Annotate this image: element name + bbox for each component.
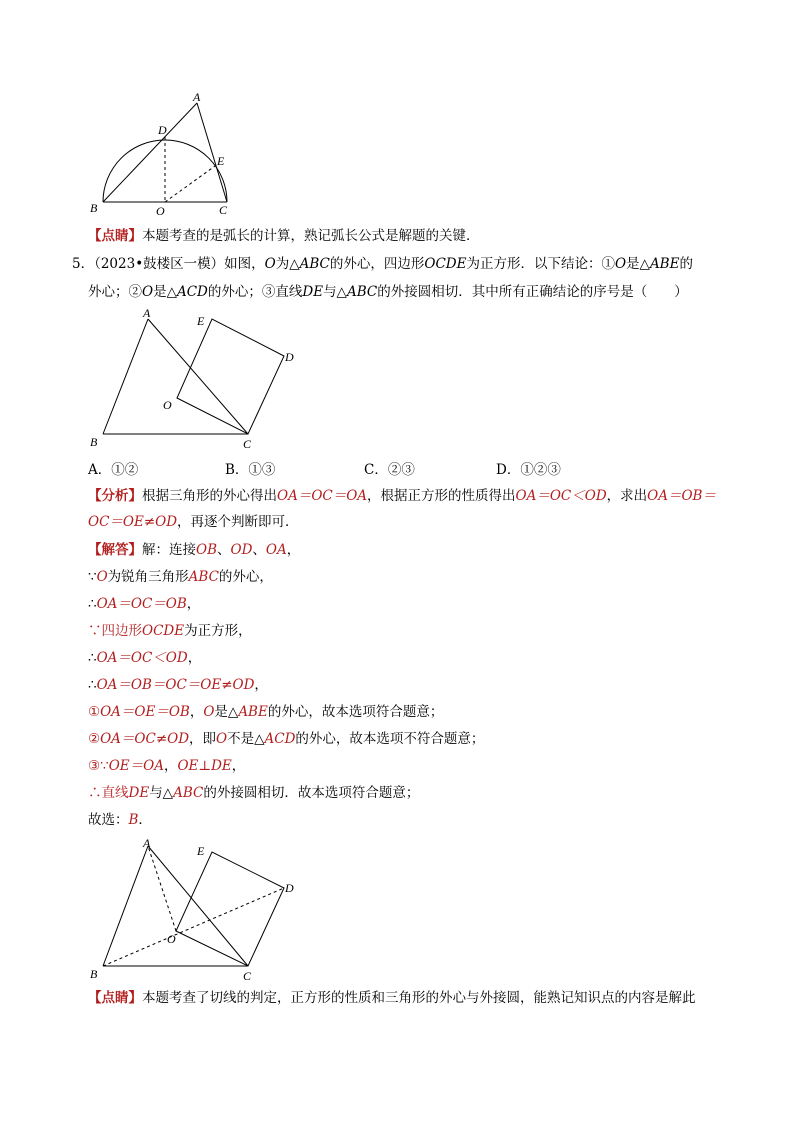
segment-ba [103,846,148,966]
segment-ba [103,103,197,202]
stem-var: O [264,256,276,272]
analysis-text: ，再逐个判断即可． [177,514,299,530]
solution-text: ∵ [88,569,97,585]
solution-line-4 [88,621,252,641]
solution-math: OA＝OC＜OD [96,650,188,666]
stem-text: 为△ [275,256,300,272]
solution-text: ② [88,731,101,747]
option-text: ①②③ [520,462,561,478]
solution-text: 、 [252,542,266,558]
solution-text: 为锐角三角形 [107,569,189,585]
dianjing-2 [88,988,696,1008]
solution-text: ， [186,596,201,612]
solution-math: ABC [173,785,204,801]
segment-bd [103,888,284,966]
label-o: O [163,398,172,412]
label-d: D [158,123,167,137]
label-b: B [90,201,98,215]
solution-math: OA [265,542,287,558]
figure-semicircle [80,90,250,220]
solution-text: ∴ [88,596,97,612]
option-text: ①③ [248,462,276,478]
stem-text: 如图， [224,256,265,272]
segment-oa [148,846,176,931]
analysis-math: OA＝OB＝ [647,488,716,504]
analysis-math: OA＝OC＝OA [277,488,368,504]
question-5-line-2 [88,282,688,302]
square-ocde [177,319,284,434]
solution-math: O [203,704,215,720]
option-key: B． [225,462,249,478]
solution-text: 是△ [214,704,239,720]
solution-math: ABE [238,704,268,720]
option-b[interactable] [225,458,275,478]
solution-math: OA＝OE＝OB [100,704,190,720]
option-text: ①② [111,462,139,478]
solution-text: 不是△ [227,731,265,747]
solution-math: OA＝OB＝OC＝OE≠OD [96,677,255,693]
dianjing-1 [88,226,480,246]
solution-text: ∴ [88,677,97,693]
stem-text: 的外心；③直线 [207,284,303,300]
label-c: C [219,203,228,217]
stem-text: 的外接圆相切．其中所有正确结论的序号是（ ） [377,284,688,300]
solution-text: ， [254,677,268,693]
label-b: B [90,435,98,449]
solution-math: ACD [264,731,296,747]
solution-text: 为正方形， [184,623,252,639]
solution-text: 的外心，故本选项符合题意； [267,704,444,720]
solution-math: B [128,812,139,828]
label-c: C [243,969,252,983]
label-e: E [197,314,205,328]
label-c: C [243,437,252,451]
solution-text: ， [187,650,202,666]
label-o: O [167,932,176,946]
solution-text: ③∵ [88,758,109,774]
solution-text: 与△ [149,785,174,801]
solution-math: OE＝OA [108,758,164,774]
question-5-line-1 [72,254,693,274]
solution-text: ∴ [88,650,97,666]
stem-var: ABE [649,256,680,272]
label-a: A [143,836,151,850]
solution-text: ∴直线 [88,785,129,801]
solution-line-8 [88,729,484,749]
solution-math: DE [128,785,150,801]
solution-math: OCDE [142,623,185,639]
solution-line-7 [88,702,443,722]
solution-line-6 [88,675,268,695]
solution-line-9 [88,756,245,776]
stem-text: 的外心，四边形 [329,256,425,272]
solution-line-3 [88,594,200,614]
stem-text: 外心；② [88,284,142,300]
solution-math: ABC [188,569,219,585]
stem-var: ABC [346,284,378,300]
solution-line-10 [88,783,419,803]
solution-line-2 [88,567,273,587]
stem-var: ABC [299,256,330,272]
stem-text: 与△ [323,284,347,300]
label-d: D [285,881,294,895]
option-c[interactable] [364,458,415,478]
solution-text: 的外接圆相切．故本选项符合题意； [203,785,420,801]
analysis-text: ，根据正方形的性质得出 [367,488,516,504]
solution-text: 、 [217,542,231,558]
analysis-line-1 [88,486,716,506]
segment-ac [197,103,227,202]
solution-text: ， [231,758,246,774]
stem-var: O [142,284,154,300]
solution-text: ，即 [189,731,217,747]
solution-math: OA＝OC≠OD [100,731,190,747]
label-d: D [285,350,294,364]
solution-text: ． [138,812,152,828]
solution-math: OD [230,542,253,558]
option-a[interactable] [88,458,138,478]
figure-solution [85,835,310,985]
label-b: B [90,967,98,981]
option-key: C． [364,462,388,478]
analysis-math: OA＝OC＜OD [515,488,607,504]
solution-text: 的外心，故本选项不符合题意； [295,731,485,747]
option-key: D． [496,462,521,478]
dianjing-tag: 【点睛】 [88,990,142,1006]
solution-text: ， [189,704,204,720]
option-text: ②③ [387,462,415,478]
label-e: E [197,844,205,858]
dianjing-tag: 【点睛】 [88,228,142,244]
solution-text: 故选： [88,812,129,828]
solution-math: OA＝OC＝OB [96,596,187,612]
solution-math: OB [196,542,217,558]
label-o: O [156,204,165,218]
stem-var: OCDE [424,256,467,272]
solution-line-1 [88,540,300,560]
stem-var: ACD [176,284,208,300]
analysis-text: 根据三角形的外心得出 [142,488,277,504]
stem-text: 为正方形．以下结论：① [466,256,615,272]
solution-math: O [216,731,228,747]
dianjing-text: 本题考查的是弧长的计算，熟记弧长公式是解题的关键． [142,228,480,244]
analysis-text: ，求出 [606,488,648,504]
solution-text: ∵四边形 [88,623,142,639]
stem-text: 是△ [153,284,177,300]
question-source: （2023•鼓楼区一模） [94,256,225,272]
solution-line-11 [88,810,152,830]
stem-var: O [614,256,627,272]
label-a: A [193,90,201,104]
solution-line-5 [88,648,201,668]
segment-ba [103,319,148,434]
solution-text: ， [286,542,301,558]
label-a: A [143,306,151,320]
square-ocde [176,852,284,966]
label-e: E [217,154,225,168]
stem-text: 的 [679,256,693,272]
figure-triangle-square [85,305,305,455]
analysis-math: OC＝OE≠OD [88,514,178,530]
solution-text: 的外心， [218,569,273,585]
dianjing-text: 本题考查了切线的判定，正方形的性质和三角形的外心与外接圆，能熟记知识点的内容是解此 [142,990,696,1006]
solution-text: 解：连接 [142,542,196,558]
solution-text: ① [88,704,101,720]
segment-ac [148,846,248,966]
analysis-tag: 【分析】 [88,488,142,504]
analysis-line-2 [88,512,299,532]
solution-math: OE⊥DE [177,758,232,774]
stem-text: 是△ [626,256,650,272]
stem-var: DE [302,284,324,300]
option-d[interactable] [496,458,561,478]
solution-math: O [96,569,108,585]
segment-ac [148,319,248,434]
option-key: A． [88,462,112,478]
solution-tag: 【解答】 [88,542,142,558]
segment-oe [165,166,215,202]
solution-text: ， [163,758,178,774]
question-number: 5． [72,256,95,272]
